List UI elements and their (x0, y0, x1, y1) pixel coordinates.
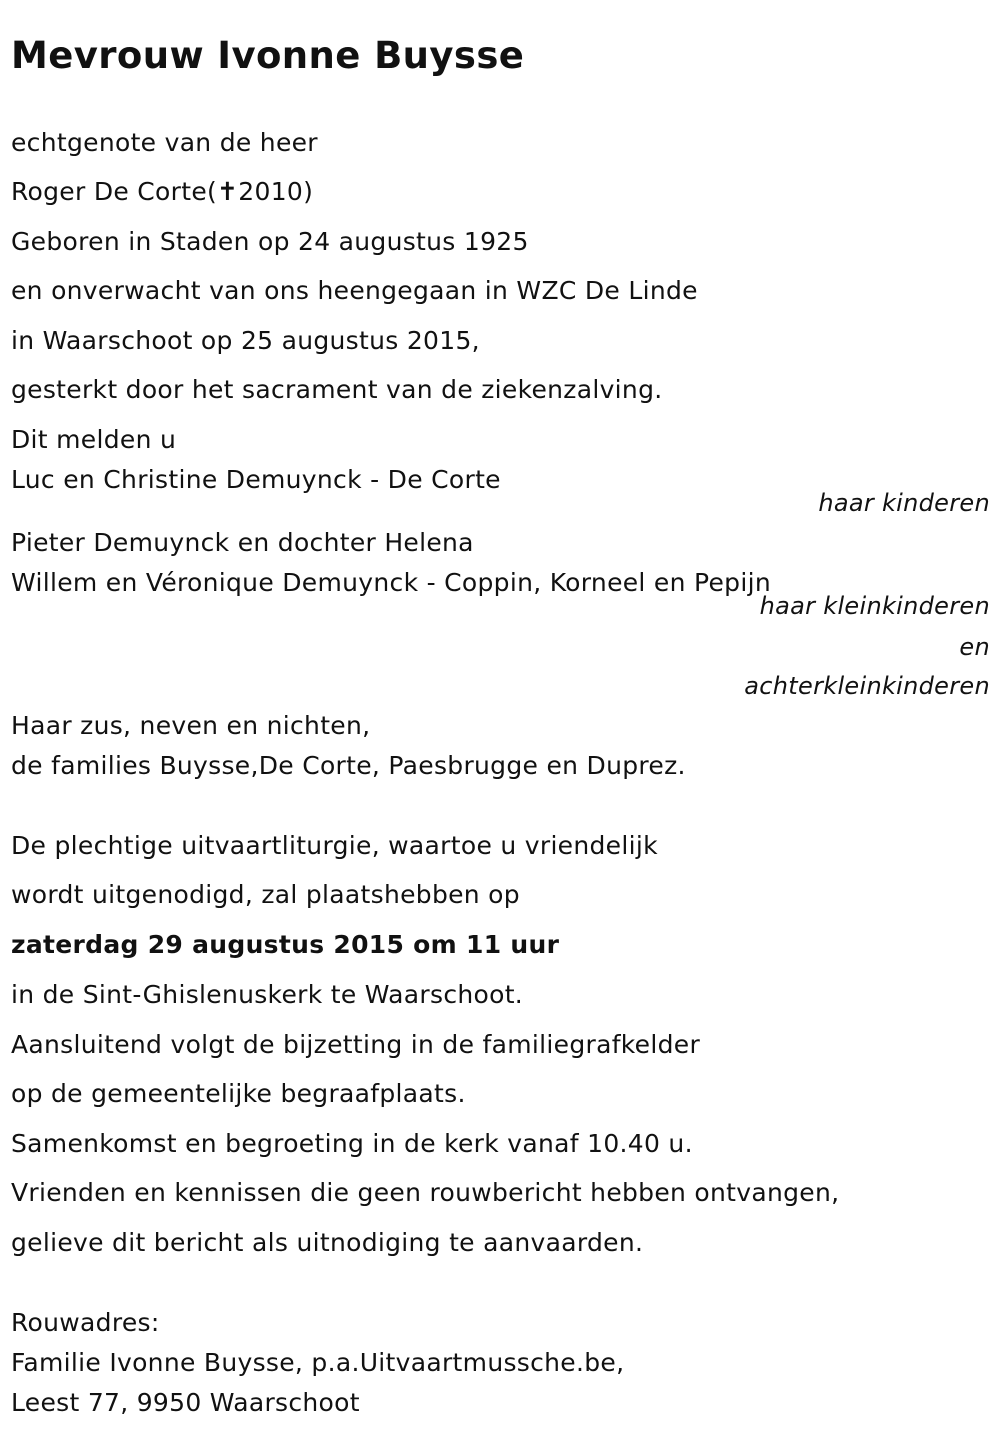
grandchildren-line-1: Pieter Demuynck en dochter Helena (11, 528, 474, 557)
address-line-2: Leest 77, 9950 Waarschoot (11, 1388, 360, 1417)
burial-line-1: Aansluitend volgt de bijzetting in de familiegrafkelder (11, 1030, 701, 1059)
spouse-line-2: Roger De Corte(✝2010) (11, 177, 314, 206)
grandchildren-line-2: Willem en Véronique Demuynck - Coppin, Korneel en Pepijn (11, 568, 771, 597)
announce-line: Dit melden u (11, 425, 177, 454)
address-line-1: Familie Ivonne Buysse, p.a.Uitvaartmussche.be, (11, 1348, 625, 1377)
relatives-line-1: Haar zus, neven en nichten, (11, 711, 371, 740)
funeral-datetime: zaterdag 29 augustus 2015 om 11 uur (11, 930, 560, 959)
grandchildren-label-2: en (959, 633, 990, 661)
notice-line-1: Vrienden en kennissen die geen rouwbericht hebben ontvangen, (11, 1178, 840, 1207)
spouse-line-1: echtgenote van de heer (11, 128, 318, 157)
funeral-line-2: wordt uitgenodigd, zal plaatshebben op (11, 880, 520, 909)
death-line-2: in Waarschoot op 25 augustus 2015, (11, 326, 480, 355)
funeral-location: in de Sint-Ghislenuskerk te Waarschoot. (11, 980, 524, 1009)
funeral-line-1: De plechtige uitvaartliturgie, waartoe u vriendelijk (11, 831, 658, 860)
children-names: Luc en Christine Demuynck - De Corte (11, 465, 501, 494)
sacrament-line: gesterkt door het sacrament van de ziekenzalving. (11, 375, 663, 404)
grandchildren-label-1: haar kleinkinderen (759, 592, 990, 620)
grandchildren-label-3: achterkleinkinderen (744, 672, 990, 700)
death-line-1: en onverwacht van ons heengegaan in WZC De Linde (11, 276, 698, 305)
notice-line-2: gelieve dit bericht als uitnodiging te aanvaarden. (11, 1228, 644, 1257)
children-label: haar kinderen (818, 489, 990, 517)
page-title: Mevrouw Ivonne Buysse (11, 34, 525, 77)
gathering-line: Samenkomst en begroeting in de kerk vanaf 10.40 u. (11, 1129, 693, 1158)
address-label: Rouwadres: (11, 1308, 160, 1337)
birth-line: Geboren in Staden op 24 augustus 1925 (11, 227, 529, 256)
relatives-line-2: de families Buysse,De Corte, Paesbrugge en Duprez. (11, 751, 686, 780)
burial-line-2: op de gemeentelijke begraafplaats. (11, 1079, 466, 1108)
